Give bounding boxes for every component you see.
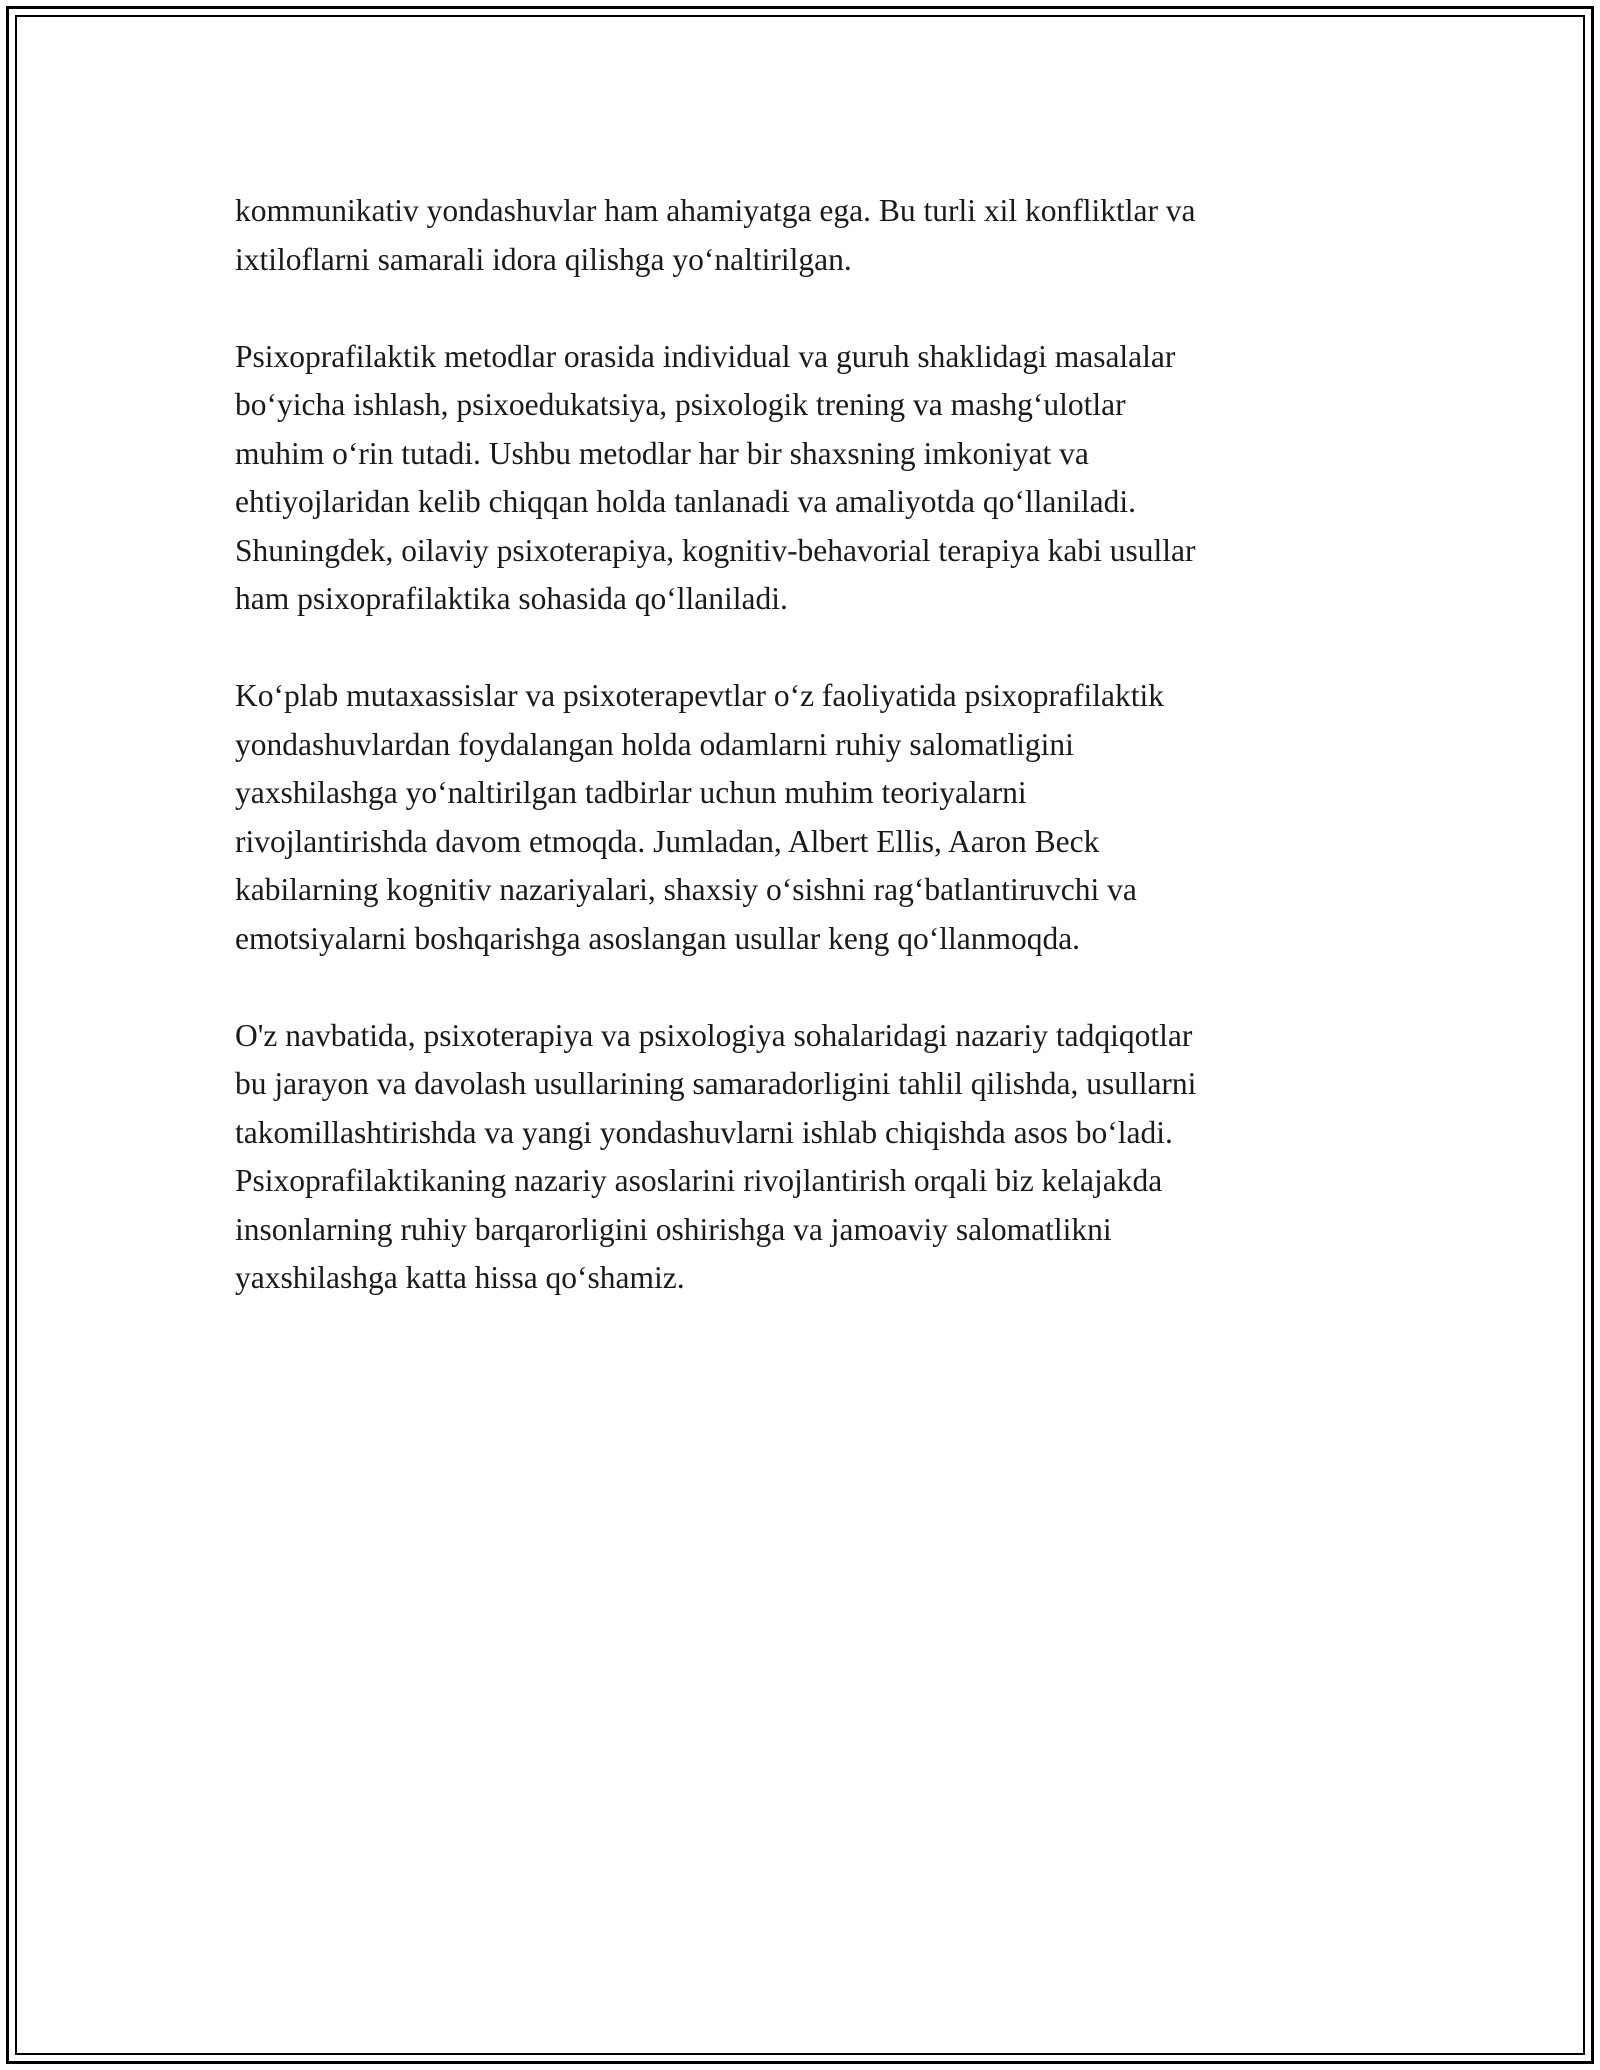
text-line: bu jarayon va davolash usullarining samaradorligini tahlil qilishda, usullarni: [235, 1066, 1197, 1101]
paragraph-2: [235, 333, 1375, 624]
text-line: ixtiloflarni samarali idora qilishga yo‘naltirilgan.: [235, 241, 852, 277]
text-line: insonlarning ruhiy barqarorligini oshirishga va jamoaviy salomatlikni: [235, 1211, 1112, 1247]
text-line: yondashuvlardan foydalangan holda odamlarni ruhiy salomatligini: [235, 726, 1074, 762]
text-line: O'z navbatida, psixoterapiya va psixologiya sohalaridagi nazariy tadqiqotlar: [235, 1017, 1193, 1053]
text-line: bo‘yicha ishlash, psixoedukatsiya, psixologik trening va mashg‘ulotlar: [235, 387, 1126, 422]
text-line: rivojlantirishda davom etmoqda. Jumladan, Albert Ellis, Aaron Beck: [235, 823, 1100, 859]
paragraph-3: [235, 672, 1375, 963]
text-line: kommunikativ yondashuvlar ham ahamiyatga ega. Bu turli xil konfliktlar va: [235, 193, 1196, 228]
text-line: takomillashtirishda va yangi yondashuvlarni ishlab chiqishda asos bo‘ladi.: [235, 1114, 1173, 1150]
text-line: ham psixoprafilaktika sohasida qo‘llaniladi.: [235, 581, 788, 616]
text-line: Psixoprafilaktik metodlar orasida individual va guruh shaklidagi masalalar: [235, 338, 1176, 374]
document-body: [235, 187, 1375, 1351]
text-line: kabilarning kognitiv nazariyalari, shaxsiy o‘sishni rag‘batlantiruvchi va: [235, 872, 1137, 907]
text-line: yaxshilashga yo‘naltirilgan tadbirlar uchun muhim teoriyalarni: [235, 775, 1027, 810]
text-line: Shuningdek, oilaviy psixoterapiya, kognitiv-behavorial terapiya kabi usullar: [235, 532, 1196, 568]
text-line: Psixoprafilaktikaning nazariy asoslarini rivojlantirish orqali biz kelajakda: [235, 1163, 1163, 1198]
paragraph-4: [235, 1012, 1375, 1303]
paragraph-1: [235, 187, 1375, 284]
text-line: yaxshilashga katta hissa qo‘shamiz.: [235, 1260, 685, 1295]
text-line: emotsiyalarni boshqarishga asoslangan usullar keng qo‘llanmoqda.: [235, 920, 1081, 956]
text-line: Ko‘plab mutaxassislar va psixoterapevtlar o‘z faoliyatida psixoprafilaktik: [235, 678, 1164, 713]
text-line: ehtiyojlaridan kelib chiqqan holda tanlanadi va amaliyotda qo‘llaniladi.: [235, 484, 1136, 519]
text-line: muhim o‘rin tutadi. Ushbu metodlar har bir shaxsning imkoniyat va: [235, 435, 1089, 471]
